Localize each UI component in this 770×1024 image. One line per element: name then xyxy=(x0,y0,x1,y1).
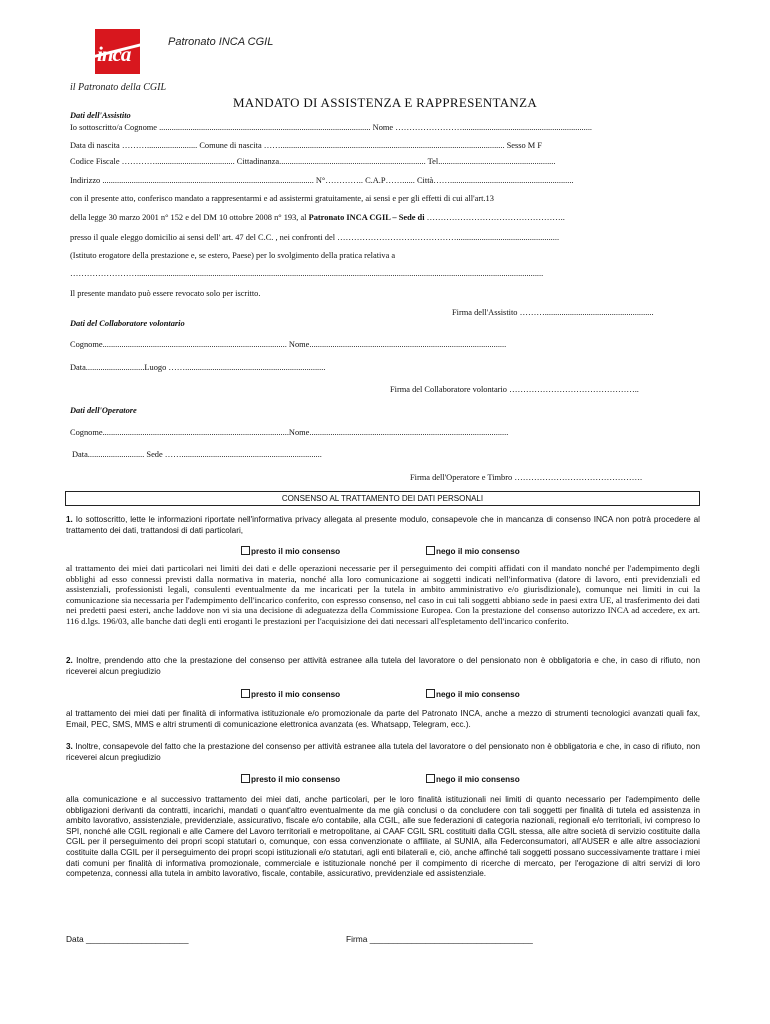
paragraph-1-text: Io sottoscritto, lette le informazioni riportate nell'informativa privacy allegata al presente modulo, consapevole che in mancanza di consenso INCA non potrà procedere al trattamento dei dati, trattandosi di dati particolari, xyxy=(66,515,700,535)
assistito-heading: Dati dell'Assistito xyxy=(70,111,131,120)
patronato-sede-label: Patronato INCA CGIL – Sede di xyxy=(308,213,425,222)
logo-text: inca xyxy=(97,42,131,66)
assistito-domicilio-line[interactable]: presso il quale eleggo domicilio ai sensi dell' art. 47 del C.C. , nei confronti del ……………………….……………................................................. xyxy=(70,233,560,242)
consenso-paragraph-3b: alla comunicazione e al successivo trattamento dei miei dati, anche particolari, per le loro finalità istituzionali nei limiti di quanto necessario per l'adempimento delle obbligazioni derivanti da contratti, incarichi, mandati o quant'altro eventualmente da me già conclusi o da concludere con tali soggetti per finalità di tutela ed assistenza in ambito lavorativo, assistenziale, previdenziale, assicurativo, fiscale e/o contabile, alla CGIL, alle sue federazioni di categoria nazionali, regionali e/o territoriali, ivi compreso lo SPI, nonché alle CGIL regionali e alle Camere del Lavoro territoriali e metropolitane, ai CAAF CGIL SRL costituiti dalla CGIL stessa, alle altre società di servizio costituite dalla CGIL per il perseguimento dei propri scopi statutari o, comunque, con essa convenzionate o affiliate, al SUNIA, alla Federconsumatori, all'AUSER e alle altre associazioni costituite dalla CGIL per il perseguimento dei propri scopi istituzionali e/o statutari, agli enti bilaterali e, ciò, anche affinché tali soggetti possano successivamente trattare i miei dati comuni per finalità di informativa promozionale, commerciale e istituzionale nonché per il compimento di ricerche di mercato, per l'erogazione di altri servizi di loro competenza, connessi alla tutela in ambito lavorativo, fiscale, contabile, assicurativo, previdenziale ed assistenziale. xyxy=(66,795,700,879)
consenso-paragraph-3 xyxy=(66,742,700,763)
assistito-line-indirizzo[interactable]: Indirizzo ..................................................................................................... N°………….. C.A.P……...... Città……........................................................... xyxy=(70,176,574,185)
revoca-text: Il presente mandato può essere revocato solo per iscritto. xyxy=(70,289,261,298)
presto-label: presto il mio consenso xyxy=(251,690,341,699)
option-2-nego[interactable] xyxy=(426,689,520,699)
paragraph-3-number: 3. xyxy=(66,742,73,751)
checkbox-icon[interactable] xyxy=(241,774,250,783)
nego-label: nego il mio consenso xyxy=(436,547,520,556)
checkbox-icon[interactable] xyxy=(241,689,250,698)
option-2-presto[interactable] xyxy=(241,689,340,699)
paragraph-2-text: Inoltre, prendendo atto che la prestazione del consenso per attività estranee alla tutela del lavoratore o del pensionato non è obbligatoria e che, in caso di rifiuto, non riceverei alcun pregiudizio xyxy=(66,656,700,676)
assistito-istituto-line: (Istituto erogatore della prestazione e, se estero, Paese) per lo svolgimento della pratica relativa a xyxy=(70,251,396,260)
checkbox-icon[interactable] xyxy=(426,774,435,783)
logo-subtitle: il Patronato della CGIL xyxy=(70,82,167,93)
option-3-presto[interactable] xyxy=(241,774,340,784)
option-1-presto[interactable] xyxy=(241,546,340,556)
assistito-legge-line[interactable] xyxy=(70,213,565,222)
consenso-heading: CONSENSO AL TRATTAMENTO DEI DATI PERSONALI xyxy=(65,491,700,506)
checkbox-icon[interactable] xyxy=(426,546,435,555)
assistito-mandato-text: con il presente atto, conferisco mandato a rappresentarmi e ad assistermi gratuitamente, ai sensi e per gli effetti di cui all'art.13 xyxy=(70,194,494,203)
assistito-line-nascita[interactable]: Data di nascita ………........................ Comune di nascita ……........................................................................................................... Sesso M F xyxy=(70,141,543,150)
data-field[interactable]: Data ______________________ xyxy=(66,934,189,944)
collaboratore-line-data[interactable]: Data............................Luogo ……................................................................... xyxy=(70,363,326,372)
firma-field[interactable]: Firma ___________________________________ xyxy=(346,934,533,944)
operatore-line-cognome[interactable]: Cognome.........................................................................................Nome............................................................................................... xyxy=(70,428,509,437)
firma-operatore-field[interactable]: Firma dell'Operatore e Timbro ………………………………………. xyxy=(410,473,643,482)
inca-logo xyxy=(95,29,140,74)
consenso-paragraph-1b: al trattamento dei miei dati particolari nei limiti dei dati e delle operazioni necessarie per il perseguimento dei compiti affidati con il mandato nonché per l'adempimento degli obblighi ad esso connessi previsti dalla normativa in materia, nonché alla loro comunicazione ai soggetti indicati nell'informativa (datore di lavoro, enti previdenziali ed assistenziali, professionisti legali, consulenti eventualmente da me incaricati per la tutela in ambito amministrativo e/o giurisdizionale), comunque nei limiti in cui la comunicazione sia necessaria per l'adempimento dell'incarico conferito, con espresso consenso, nel caso in cui tali soggetti abbiano sede in paesi extra UE, al trasferimento dei dati nei predetti paesi esteri, anche laddove non vi sia una decisione di adeguatezza della Commissione Europea. Con la prestazione del consenso autorizzo INCA ad accedere, ex art. 116 d.lgs. 196/03, alle banche dati degli enti eroganti le prestazioni per l'acquisizione dei dati necessari all'espletamento dell'incarico conferito. xyxy=(66,563,700,626)
header-org: Patronato INCA CGIL xyxy=(168,36,274,48)
consenso-paragraph-2 xyxy=(66,656,700,677)
nego-label: nego il mio consenso xyxy=(436,690,520,699)
operatore-line-data[interactable]: Data........................... Sede ……................................................................... xyxy=(72,450,322,459)
paragraph-3-text: Inoltre, consapevole del fatto che la prestazione del consenso per attività estranee alla tutela del lavoratore o del pensionato non è obbligatoria e che, in caso di rifiuto, non riceverei alcun pregiudizio xyxy=(66,742,700,762)
collaboratore-heading: Dati del Collaboratore volontario xyxy=(70,319,185,328)
firma-assistito-field[interactable]: Firma dell'Assistito ……….................................................... xyxy=(452,308,654,317)
presto-label: presto il mio consenso xyxy=(251,547,341,556)
assistito-pratica-field[interactable]: …………………….................................................................................................................................................................................................. xyxy=(70,269,544,278)
collaboratore-line-cognome[interactable]: Cognome........................................................................................ Nome.............................................................................................. xyxy=(70,340,507,349)
checkbox-icon[interactable] xyxy=(426,689,435,698)
presto-label: presto il mio consenso xyxy=(251,775,341,784)
operatore-heading: Dati dell'Operatore xyxy=(70,406,137,415)
assistito-line-codice-fiscale[interactable]: Codice Fiscale …………...................................... Cittadinanza...................................................................... Tel........................................................ xyxy=(70,157,556,166)
nego-label: nego il mio consenso xyxy=(436,775,520,784)
legge-text: della legge 30 marzo 2001 n° 152 e del DM 10 ottobre 2008 n° 193, al xyxy=(70,213,309,222)
consenso-paragraph-1 xyxy=(66,515,700,536)
paragraph-2-number: 2. xyxy=(66,656,73,665)
page-title: MANDATO DI ASSISTENZA E RAPPRESENTANZA xyxy=(232,95,538,110)
paragraph-1-number: 1. xyxy=(66,515,73,524)
option-3-nego[interactable] xyxy=(426,774,520,784)
option-1-nego[interactable] xyxy=(426,546,520,556)
assistito-line-cognome[interactable]: Io sottoscritto/a Cognome ..................................................................................................... Nome …………………….............................................................. xyxy=(70,123,593,132)
consenso-paragraph-2b: al trattamento dei miei dati per finalità di informativa istituzionale e/o promozionale da parte del Patronato INCA, anche a mezzo di strumenti tecnologici avanzati quali fax, Email, PEC, SMS, MMS e altri strumenti di comunicazione elettronica avanzata (es. Whatsapp, Telegram, ecc.). xyxy=(66,709,700,729)
checkbox-icon[interactable] xyxy=(241,546,250,555)
sede-field[interactable]: ………………………………………….. xyxy=(424,213,565,222)
firma-collaboratore-field[interactable]: Firma del Collaboratore volontario ……………………………………….. xyxy=(390,385,639,394)
